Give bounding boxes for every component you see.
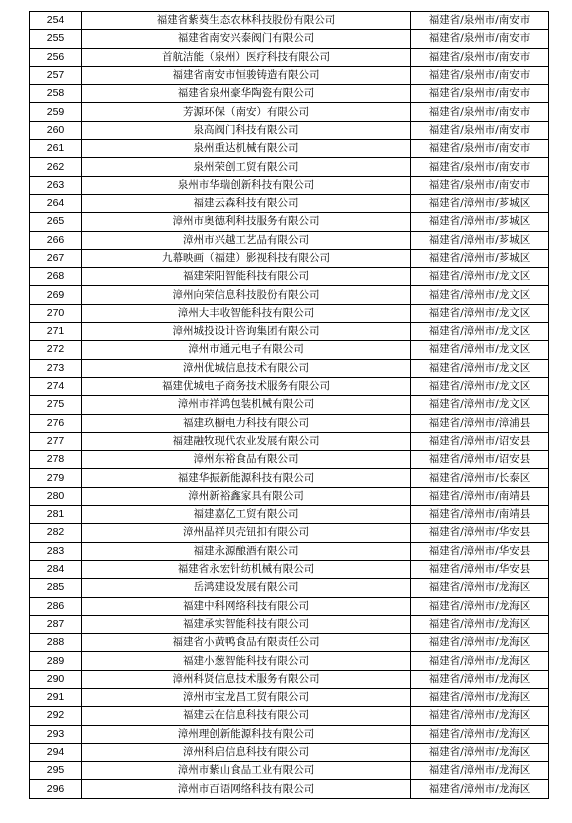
- region: 福建省/漳州市/龙海区: [411, 579, 549, 597]
- row-number: 263: [30, 176, 82, 194]
- table-row: [30, 249, 549, 267]
- company-name: 漳州市兴越工艺品有限公司: [82, 231, 411, 249]
- row-number: 275: [30, 396, 82, 414]
- table-row: [30, 524, 549, 542]
- region: 福建省/漳州市/龙文区: [411, 377, 549, 395]
- company-name: 漳州科贤信息技术服务有限公司: [82, 670, 411, 688]
- region: 福建省/漳州市/诏安县: [411, 451, 549, 469]
- row-number: 287: [30, 615, 82, 633]
- row-number: 276: [30, 414, 82, 432]
- region: 福建省/漳州市/诏安县: [411, 432, 549, 450]
- company-name: 泉州市华瑞创新科技有限公司: [82, 176, 411, 194]
- region: 福建省/漳州市/龙海区: [411, 762, 549, 780]
- row-number: 261: [30, 140, 82, 158]
- region: 福建省/漳州市/龙文区: [411, 359, 549, 377]
- company-name: 漳州优城信息技术有限公司: [82, 359, 411, 377]
- company-name: 福建玖橱电力科技有限公司: [82, 414, 411, 432]
- company-name: 漳州城投设计咨询集团有限公司: [82, 323, 411, 341]
- company-name: 漳州理创新能源科技有限公司: [82, 725, 411, 743]
- row-number: 264: [30, 194, 82, 212]
- row-number: 269: [30, 286, 82, 304]
- company-name: 漳州市祥鸿包装机械有限公司: [82, 396, 411, 414]
- table-row: [30, 707, 549, 725]
- company-name: 漳州科启信息科技有限公司: [82, 743, 411, 761]
- company-name: 福建小葱智能科技有限公司: [82, 652, 411, 670]
- company-name: 福建永源酿酒有限公司: [82, 542, 411, 560]
- region: 福建省/漳州市/龙海区: [411, 780, 549, 798]
- row-number: 255: [30, 30, 82, 48]
- company-name: 漳州晶祥贝壳钮扣有限公司: [82, 524, 411, 542]
- company-name: 泉州重达机械有限公司: [82, 140, 411, 158]
- company-list-table: [29, 11, 549, 799]
- region: 福建省/泉州市/南安市: [411, 158, 549, 176]
- row-number: 266: [30, 231, 82, 249]
- table-row: [30, 487, 549, 505]
- company-name: 福建荣阳智能科技有限公司: [82, 268, 411, 286]
- company-name: 泉州荣创工贸有限公司: [82, 158, 411, 176]
- region: 福建省/漳州市/南靖县: [411, 506, 549, 524]
- region: 福建省/泉州市/南安市: [411, 66, 549, 84]
- company-name: 漳州新裕鑫家具有限公司: [82, 487, 411, 505]
- table-row: [30, 780, 549, 798]
- company-name: 福建省永宏针纺机械有限公司: [82, 560, 411, 578]
- company-name: 福建云在信息科技有限公司: [82, 707, 411, 725]
- company-name: 福建省南安市恒骏铸造有限公司: [82, 66, 411, 84]
- row-number: 289: [30, 652, 82, 670]
- table-row: [30, 359, 549, 377]
- region: 福建省/泉州市/南安市: [411, 176, 549, 194]
- table-row: [30, 194, 549, 212]
- region: 福建省/漳州市/龙海区: [411, 743, 549, 761]
- row-number: 272: [30, 341, 82, 359]
- table-row: [30, 743, 549, 761]
- company-name: 福建融牧现代农业发展有限公司: [82, 432, 411, 450]
- table-row: [30, 634, 549, 652]
- table-row: [30, 231, 549, 249]
- company-name: 芳源环保（南安）有限公司: [82, 103, 411, 121]
- region: 福建省/漳州市/龙海区: [411, 725, 549, 743]
- company-name: 福建优城电子商务技术服务有限公司: [82, 377, 411, 395]
- table-row: [30, 304, 549, 322]
- table-row: [30, 286, 549, 304]
- table-row: [30, 762, 549, 780]
- row-number: 282: [30, 524, 82, 542]
- table-row: [30, 323, 549, 341]
- row-number: 274: [30, 377, 82, 395]
- row-number: 293: [30, 725, 82, 743]
- row-number: 265: [30, 213, 82, 231]
- row-number: 258: [30, 85, 82, 103]
- row-number: 279: [30, 469, 82, 487]
- row-number: 271: [30, 323, 82, 341]
- table-row: [30, 560, 549, 578]
- region: 福建省/漳州市/龙海区: [411, 652, 549, 670]
- row-number: 280: [30, 487, 82, 505]
- table-row: [30, 213, 549, 231]
- region: 福建省/泉州市/南安市: [411, 30, 549, 48]
- table-row: [30, 85, 549, 103]
- table-row: [30, 597, 549, 615]
- region: 福建省/漳州市/龙文区: [411, 396, 549, 414]
- company-name: 漳州大丰收智能科技有限公司: [82, 304, 411, 322]
- company-name: 漳州市宝龙昌工贸有限公司: [82, 688, 411, 706]
- company-name: 岳鸿建设发展有限公司: [82, 579, 411, 597]
- company-name: 漳州市百语网络科技有限公司: [82, 780, 411, 798]
- table-row: [30, 396, 549, 414]
- region: 福建省/漳州市/龙文区: [411, 304, 549, 322]
- row-number: 292: [30, 707, 82, 725]
- table-row: [30, 377, 549, 395]
- table-row: [30, 469, 549, 487]
- table-row: [30, 579, 549, 597]
- row-number: 285: [30, 579, 82, 597]
- row-number: 256: [30, 48, 82, 66]
- region: 福建省/泉州市/南安市: [411, 12, 549, 30]
- region: 福建省/漳州市/龙文区: [411, 323, 549, 341]
- row-number: 267: [30, 249, 82, 267]
- table-row: [30, 451, 549, 469]
- row-number: 284: [30, 560, 82, 578]
- region: 福建省/泉州市/南安市: [411, 140, 549, 158]
- region: 福建省/漳州市/南靖县: [411, 487, 549, 505]
- row-number: 260: [30, 121, 82, 139]
- table-row: [30, 103, 549, 121]
- region: 福建省/泉州市/南安市: [411, 121, 549, 139]
- row-number: 278: [30, 451, 82, 469]
- row-number: 291: [30, 688, 82, 706]
- company-name: 九幕映画（福建）影视科技有限公司: [82, 249, 411, 267]
- region: 福建省/漳州市/华安县: [411, 524, 549, 542]
- region: 福建省/泉州市/南安市: [411, 85, 549, 103]
- row-number: 268: [30, 268, 82, 286]
- row-number: 273: [30, 359, 82, 377]
- region: 福建省/漳州市/芗城区: [411, 194, 549, 212]
- region: 福建省/漳州市/长泰区: [411, 469, 549, 487]
- region: 福建省/漳州市/芗城区: [411, 249, 549, 267]
- region: 福建省/漳州市/龙文区: [411, 268, 549, 286]
- table-row: [30, 670, 549, 688]
- region: 福建省/泉州市/南安市: [411, 48, 549, 66]
- table-row: [30, 506, 549, 524]
- row-number: 296: [30, 780, 82, 798]
- table-row: [30, 542, 549, 560]
- row-number: 288: [30, 634, 82, 652]
- table-row: [30, 66, 549, 84]
- table-row: [30, 688, 549, 706]
- table-row: [30, 158, 549, 176]
- region: 福建省/漳州市/芗城区: [411, 213, 549, 231]
- region: 福建省/漳州市/芗城区: [411, 231, 549, 249]
- region: 福建省/漳州市/华安县: [411, 560, 549, 578]
- table-row: [30, 30, 549, 48]
- company-name: 福建云森科技有限公司: [82, 194, 411, 212]
- table-row: [30, 12, 549, 30]
- table-row: [30, 725, 549, 743]
- company-name: 福建华振新能源科技有限公司: [82, 469, 411, 487]
- row-number: 286: [30, 597, 82, 615]
- row-number: 270: [30, 304, 82, 322]
- company-name: 福建省南安兴泰阀门有限公司: [82, 30, 411, 48]
- row-number: 277: [30, 432, 82, 450]
- table-row: [30, 652, 549, 670]
- region: 福建省/漳州市/龙海区: [411, 597, 549, 615]
- company-name: 福建省泉州豪华陶瓷有限公司: [82, 85, 411, 103]
- row-number: 262: [30, 158, 82, 176]
- region: 福建省/漳州市/华安县: [411, 542, 549, 560]
- region: 福建省/泉州市/南安市: [411, 103, 549, 121]
- region: 福建省/漳州市/龙海区: [411, 707, 549, 725]
- region: 福建省/漳州市/龙文区: [411, 341, 549, 359]
- company-name: 漳州向荣信息科技股份有限公司: [82, 286, 411, 304]
- table-row: [30, 432, 549, 450]
- table-row: [30, 140, 549, 158]
- table-row: [30, 341, 549, 359]
- row-number: 257: [30, 66, 82, 84]
- company-name: 福建承实智能科技有限公司: [82, 615, 411, 633]
- table-row: [30, 268, 549, 286]
- table-row: [30, 176, 549, 194]
- table-body: [30, 12, 549, 799]
- table-row: [30, 48, 549, 66]
- region: 福建省/漳州市/龙海区: [411, 634, 549, 652]
- row-number: 290: [30, 670, 82, 688]
- table-row: [30, 615, 549, 633]
- company-name: 漳州市紫山食品工业有限公司: [82, 762, 411, 780]
- company-name: 漳州市通元电子有限公司: [82, 341, 411, 359]
- table-row: [30, 414, 549, 432]
- region: 福建省/漳州市/龙海区: [411, 615, 549, 633]
- region: 福建省/漳州市/龙海区: [411, 688, 549, 706]
- company-name: 福建省小黄鸭食品有限责任公司: [82, 634, 411, 652]
- company-name: 漳州市奥德利科技服务有限公司: [82, 213, 411, 231]
- row-number: 283: [30, 542, 82, 560]
- region: 福建省/漳州市/漳浦县: [411, 414, 549, 432]
- row-number: 294: [30, 743, 82, 761]
- region: 福建省/漳州市/龙文区: [411, 286, 549, 304]
- row-number: 254: [30, 12, 82, 30]
- row-number: 295: [30, 762, 82, 780]
- company-name: 首航洁能（泉州）医疗科技有限公司: [82, 48, 411, 66]
- company-name: 泉高阀门科技有限公司: [82, 121, 411, 139]
- row-number: 281: [30, 506, 82, 524]
- company-name: 漳州东裕食品有限公司: [82, 451, 411, 469]
- region: 福建省/漳州市/龙海区: [411, 670, 549, 688]
- company-name: 福建省紫葵生态农林科技股份有限公司: [82, 12, 411, 30]
- table-row: [30, 121, 549, 139]
- company-name: 福建中科网络科技有限公司: [82, 597, 411, 615]
- row-number: 259: [30, 103, 82, 121]
- company-name: 福建嘉亿工贸有限公司: [82, 506, 411, 524]
